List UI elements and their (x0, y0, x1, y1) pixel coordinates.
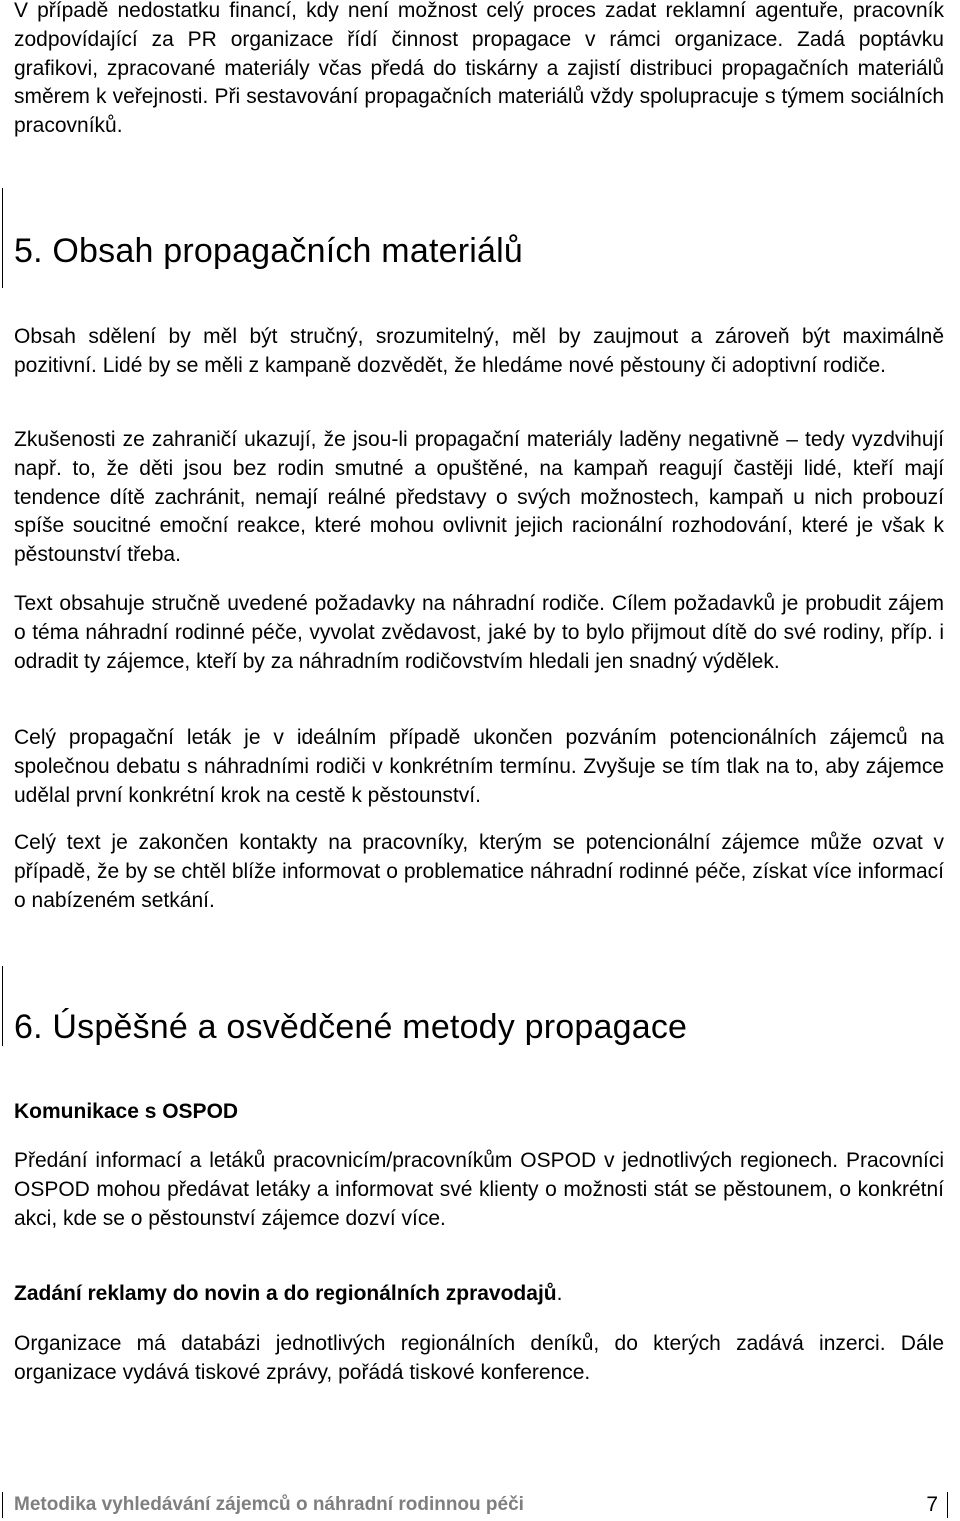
subsection-ads-title (14, 1282, 562, 1306)
section-5-paragraph-5: Celý text je zakončen kontakty na pracovníky, kterým se potencionální zájemce může ozvat v případě, že by se chtěl blíže informovat o problematice náhradní rodinné péče, získat více informací o nabízeném setkání. (14, 831, 944, 912)
subsection-ads-text: Organizace má databázi jednotlivých regionálních deníků, do kterých zadává inzerci. Dále organizace vydává tiskové zprávy, pořádá tiskové konference. (14, 1332, 944, 1384)
footer-right-divider (947, 1492, 948, 1518)
page-footer (14, 1492, 960, 1520)
subsection-ospod-text: Předání informací a letáků pracovnicím/pracovníkům OSPOD v jednotlivých regionech. Pracovníci OSPOD mohou předávat letáky a informovat své klienty o možnosti stát se pěstounem, o konkrétní akci, kde se o pěstounství zájemce dozví více. (14, 1149, 944, 1230)
intro-paragraph: V případě nedostatku financí, kdy není možnost celý proces zadat reklamní agentuře, pracovník zodpovídající za PR organizace řídí činnost propagace v rámci organizace. Zadá poptávku grafikovi, zpracované materiály včas předá do tiskárny a zajistí distribuci propagačních materiálů směrem k veřejnosti. Při sestavování propagačních materiálů vždy spolupracuje s týmem sociálních pracovníků. (14, 0, 944, 138)
section-6-heading: 6. Úspěšné a osvědčené metody propagace (14, 1008, 688, 1046)
subsection-ospod-title: Komunikace s OSPOD (14, 1100, 239, 1123)
footer-title: Metodika vyhledávání zájemců o náhradní rodinnou péči (14, 1494, 524, 1515)
section-5-paragraph-1: Obsah sdělení by měl být stručný, srozumitelný, měl by zaujmout a zároveň být maximálně pozitivní. Lidé by se měli z kampaně dozvědět, že hledáme nové pěstouny či adoptivní rodiče. (14, 325, 944, 377)
section-5-paragraph-3: Text obsahuje stručně uvedené požadavky na náhradní rodiče. Cílem požadavků je probudit zájem o téma náhradní rodinné péče, vyvolat zvědavost, jaké by to bylo přijmout dítě do své rodiny, příp. i odradit ty zájemce, kteří by za náhradním rodičovstvím hledali jen snadný výdělek. (14, 592, 944, 673)
section-5-heading: 5. Obsah propagačních materiálů (14, 232, 523, 270)
section-marker-5 (2, 188, 3, 288)
footer-left-divider (2, 1492, 3, 1518)
page-number: 7 (926, 1493, 938, 1516)
section-5-paragraph-2: Zkušenosti ze zahraničí ukazují, že jsou-li propagační materiály laděny negativně – tedy vyzdvihují např. to, že děti jsou bez rodin smutné a opuštěné, na kampaň reagují častěji lidé, kteří mají tendence dítě zachránit, nemají reálné představy o svých možnostech, kampaň u nich probouzí spíše soucitné emoční reakce, které mohou ovlivnit jejich racionální rozhodování, které je však k pěstounství třeba. (14, 428, 944, 567)
subsection-ads-title-suffix: . (556, 1282, 563, 1305)
subsection-ads-title-text: Zadání reklamy do novin a do regionálních zpravodajů (14, 1282, 557, 1305)
section-5-paragraph-4: Celý propagační leták je v ideálním případě ukončen pozváním potencionálních zájemců na společnou debatu s náhradními rodiči v konkrétním termínu. Zvyšuje se tím tlak na to, aby zájemce udělal první konkrétní krok na cestě k pěstounství. (14, 726, 944, 807)
section-marker-6 (2, 966, 3, 1046)
